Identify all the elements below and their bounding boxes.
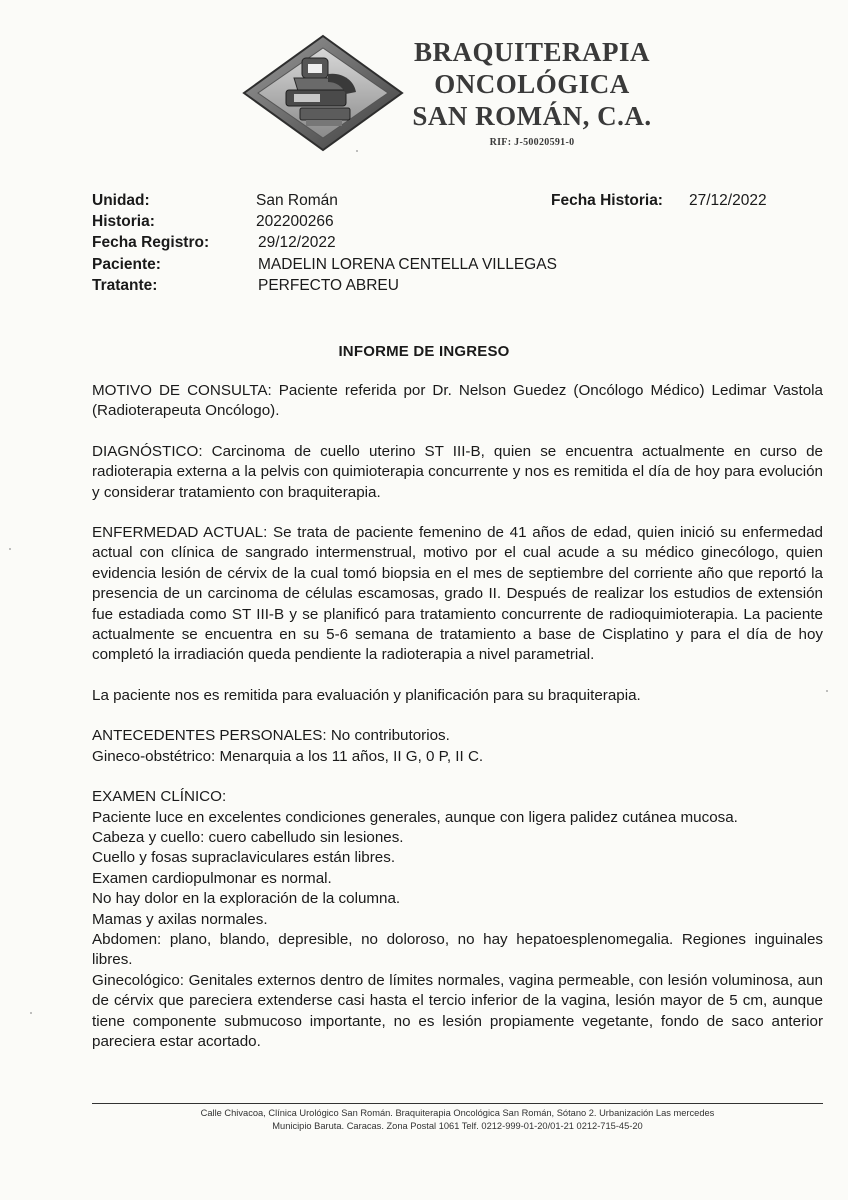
paciente-value: MADELIN LORENA CENTELLA VILLEGAS <box>258 256 557 273</box>
report-title: INFORME DE INGRESO <box>338 343 510 360</box>
footer-line-2: Municipio Baruta. Caracas. Zona Postal 1061 Telf. 0212-999-01-20/01-21 0212-715-45-20 <box>272 1121 643 1131</box>
examen-line: Abdomen: plano, blando, depresible, no doloroso, no hay hepatoesplenomegalia. Regiones inguinales libres. <box>92 930 823 969</box>
examen-line: Paciente luce en excelentes condiciones generales, aunque con ligera palidez cutánea mucosa. <box>92 808 738 826</box>
scan-speck <box>9 548 11 550</box>
examen-line: Mamas y axilas normales. <box>92 910 268 928</box>
clinic-logo <box>242 34 404 152</box>
examen-line: Cuello y fosas supraclaviculares están libres. <box>92 849 396 867</box>
scan-speck <box>30 1012 32 1014</box>
gineco-obstetrico: Gineco-obstétrico: Menarquia a los 11 años, II G, 0 P, II C. <box>92 747 484 765</box>
examen-line: Examen cardiopulmonar es normal. <box>92 869 332 887</box>
motivo-consulta: MOTIVO DE CONSULTA: Paciente referida por Dr. Nelson Guedez (Oncólogo Médico) Ledimar Vastola (Radioterapeuta Oncólogo). <box>92 382 823 420</box>
clinic-name <box>392 36 672 150</box>
brand-line-2: ONCOLÓGICA <box>434 69 630 99</box>
diagnostico: DIAGNÓSTICO: Carcinoma de cuello uterino ST III-B, quien se encuentra actualmente en curso de radioterapia externa a la pelvis con quimioterapia concurrente y nos es remitida el día de hoy para evolución y considerar tratamiento con braquiterapia. <box>92 442 823 501</box>
scan-speck <box>826 690 828 692</box>
fecha-registro-value: 29/12/2022 <box>258 234 336 251</box>
remitida-note: La paciente nos es remitida para evaluación y planificación para su braquiterapia. <box>92 686 641 704</box>
report-body <box>92 381 823 1052</box>
fecha-historia-label: Fecha Historia: <box>551 192 663 209</box>
rif-number: RIF: J-50020591-0 <box>489 137 575 148</box>
examen-line: No hay dolor en la exploración de la columna. <box>92 890 401 908</box>
antecedentes-personales: ANTECEDENTES PERSONALES: No contributorios. <box>92 727 450 745</box>
examen-line: Ginecológico: Genitales externos dentro de límites normales, vagina permeable, con lesión voluminosa, aun de cérvix que pareciera extenderse casi hasta el tercio inferior de la vagina, lesión mayor de 5 cm, aunque tiene componente submucoso importante, no es lesión propiamente vegetante, fondo de saco anterior pareciera estar acortado. <box>92 971 823 1050</box>
fecha-registro-label: Fecha Registro: <box>92 234 210 251</box>
unidad-value: San Román <box>256 192 338 209</box>
unidad-label: Unidad: <box>92 192 150 209</box>
footer-line-1: Calle Chivacoa, Clínica Urológico San Román. Braquiterapia Oncológica San Román, Sótano 2. Urbanización Las mercedes <box>200 1108 715 1118</box>
paciente-label: Paciente: <box>92 256 161 273</box>
historia-value: 202200266 <box>256 213 334 230</box>
enfermedad-actual: ENFERMEDAD ACTUAL: Se trata de paciente femenino de 41 años de edad, quien inició su enfermedad actual con clínica de sangrado intermenstrual, motivo por el cual acude a su médico ginecólogo, quien evidencia lesión de cérvix de la cual tomó biopsia en el mes de septiembre del corriente año que reportó la presencia de un carcinoma de células escamosas, grado II. Después de realizar los estudios de extensión fue estadiada como ST III-B y se planificó para tratamiento concurrente de radioquimioterapia. La paciente actualmente se encuentra en su 5-6 semana de tratamiento a base de Cisplatino y para el día de hoy completó la irradiación queda pendiente la radioterapia a nivel parametrial. <box>92 524 823 664</box>
brand-line-3: SAN ROMÁN, C.A. <box>412 101 652 131</box>
examen-line: Cabeza y cuello: cuero cabelludo sin lesiones. <box>92 828 404 846</box>
fecha-historia-value: 27/12/2022 <box>689 192 767 209</box>
historia-label: Historia: <box>92 213 155 230</box>
footer-rule <box>92 1103 823 1104</box>
examen-clinico-title: EXAMEN CLÍNICO: <box>92 788 227 806</box>
footer-address <box>92 1107 823 1133</box>
tratante-label: Tratante: <box>92 277 158 294</box>
scan-speck <box>356 150 358 152</box>
tratante-value: PERFECTO ABREU <box>258 277 399 294</box>
brand-line-1: BRAQUITERAPIA <box>413 37 651 67</box>
